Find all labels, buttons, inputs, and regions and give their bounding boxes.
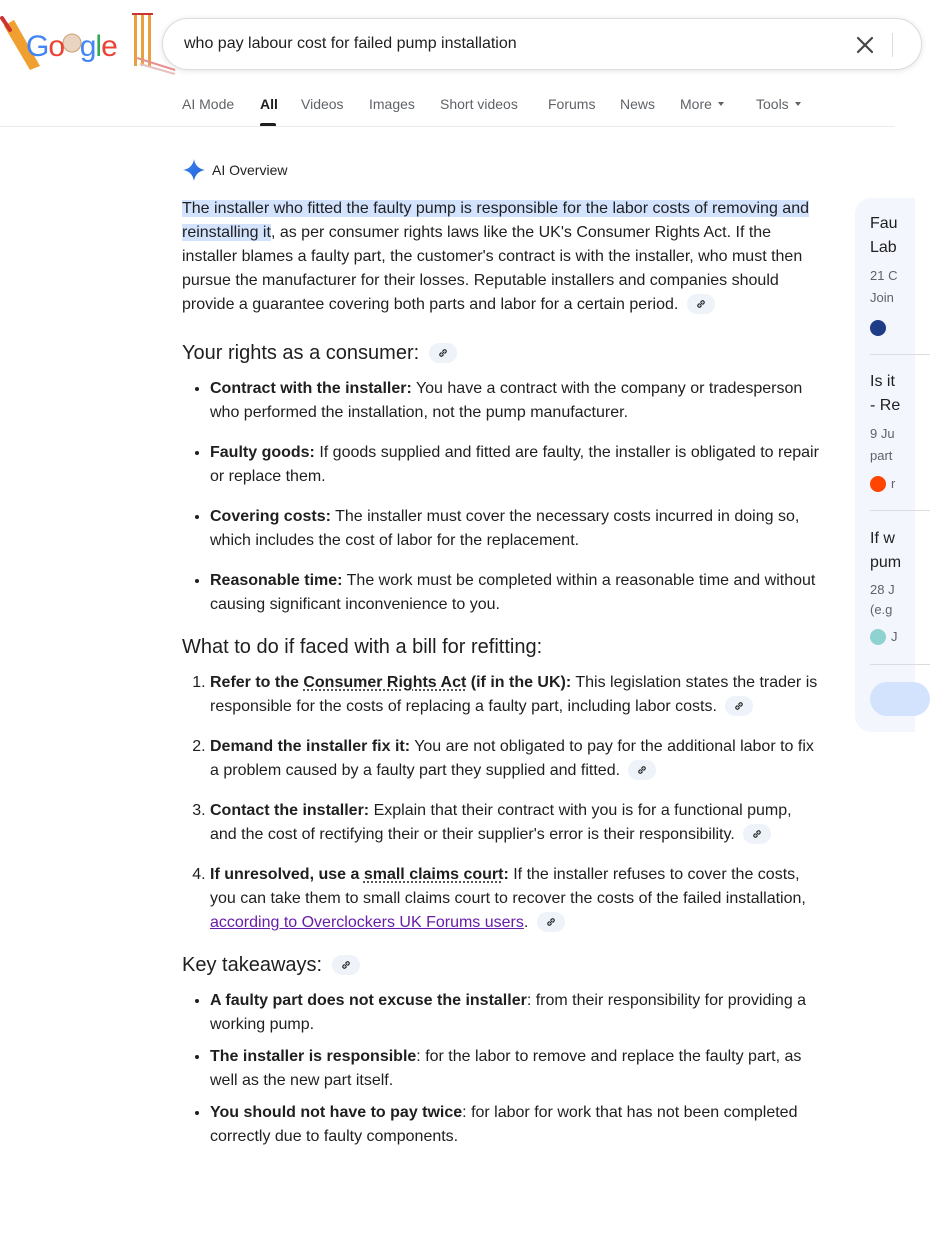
list-item xyxy=(210,735,822,783)
step-bold: Demand the installer fix it: xyxy=(210,738,411,755)
source-favicon-icon xyxy=(870,629,886,645)
list-item xyxy=(210,505,822,553)
list-item xyxy=(210,1101,822,1149)
show-all-sources-button[interactable] xyxy=(870,682,930,716)
tab-short-videos[interactable]: Short videos xyxy=(440,96,518,112)
list-item-bold: You should not have to pay twice xyxy=(210,1104,463,1121)
list-item-text: If goods supplied and fitted are faulty, the installer is obligated to repair or replace them. xyxy=(210,444,819,485)
link-icon xyxy=(636,764,648,776)
step-bold xyxy=(210,866,509,883)
list-item-text: The work must be completed within a reasonable time and without causing significant inconvenience to you. xyxy=(210,572,816,613)
consumer-rights-act-link[interactable]: Consumer Rights Act xyxy=(303,674,467,691)
list-item-bold: Faulty goods: xyxy=(210,444,315,461)
tab-more[interactable] xyxy=(680,96,724,112)
step-text-end: . xyxy=(523,914,529,931)
list-item-bold: Contract with the installer: xyxy=(210,380,412,397)
search-divider xyxy=(892,33,893,57)
step-text: You are not obligated to pay for the additional labor to fix a problem caused by a faulty part they supplied and fitted. xyxy=(210,738,814,779)
rights-list xyxy=(182,377,822,617)
list-item xyxy=(210,441,822,489)
source-date: 28 J xyxy=(870,582,895,597)
source-date: 21 C xyxy=(870,268,898,283)
list-item-text: The installer must cover the necessary costs incurred in doing so, which includes the cost of labor for the replacement. xyxy=(210,508,800,549)
list-item-bold: Reasonable time: xyxy=(210,572,343,589)
source-separator xyxy=(870,664,930,665)
small-claims-court-link[interactable]: small claims court xyxy=(363,866,504,883)
source-link-button[interactable] xyxy=(429,343,457,363)
list-item-bold: Covering costs: xyxy=(210,508,331,525)
google-logo[interactable] xyxy=(0,8,175,74)
source-favicon-icon xyxy=(870,320,886,336)
step-bold-text: Refer to the xyxy=(210,674,304,691)
list-item xyxy=(210,1045,822,1093)
ai-overview-label: AI Overview xyxy=(212,162,288,178)
chevron-down-icon xyxy=(795,102,801,106)
search-box[interactable] xyxy=(162,18,922,70)
list-item xyxy=(210,863,822,935)
list-item-text: : for the labor to remove and replace the faulty part, as well as the new part itself. xyxy=(210,1048,802,1089)
sources-panel xyxy=(855,198,915,732)
clear-search-button[interactable] xyxy=(853,33,877,57)
active-tab-indicator xyxy=(260,123,276,126)
step-bold xyxy=(210,674,571,691)
reddit-favicon-icon xyxy=(870,476,886,492)
source-date: 9 Ju xyxy=(870,426,895,441)
list-item-text: You have a contract with the company or tradesperson who performed the installation, not the pump manufacturer. xyxy=(210,380,803,421)
list-item xyxy=(210,569,822,617)
step-text: If the installer refuses to cover the costs, you can take them to small claims court to recover the costs of the failed installation, xyxy=(210,866,806,907)
takeaways-heading-text: Key takeaways: xyxy=(182,954,323,976)
source-separator xyxy=(870,354,930,355)
highlighted-answer: The installer who fitted the faulty pump is responsible for the labor costs of removing and reinstalling it xyxy=(182,200,809,241)
source-snippet: part xyxy=(870,448,893,463)
link-icon xyxy=(733,700,745,712)
source-title-line[interactable]: Fau xyxy=(870,215,898,232)
rights-heading xyxy=(182,339,822,367)
tab-all[interactable]: All xyxy=(260,96,278,112)
tab-tools-label: Tools xyxy=(756,96,789,112)
ai-overview-header xyxy=(182,158,287,182)
link-icon xyxy=(545,916,557,928)
takeaways-list xyxy=(182,989,822,1149)
source-title-line[interactable]: If w xyxy=(870,530,895,547)
source-link-button[interactable] xyxy=(687,294,715,314)
link-icon xyxy=(695,298,707,310)
link-icon xyxy=(751,828,763,840)
tab-tools[interactable] xyxy=(756,96,801,112)
step-bold-text: : xyxy=(503,866,509,883)
source-site-name: r xyxy=(891,476,896,491)
step-text: This legislation states the trader is responsible for the costs of replacing a faulty part, including labor costs. xyxy=(210,674,818,715)
tab-videos[interactable]: Videos xyxy=(301,96,344,112)
source-snippet: Join xyxy=(870,290,894,305)
list-item xyxy=(210,799,822,847)
tab-forums[interactable]: Forums xyxy=(548,96,596,112)
source-title-line[interactable]: Is it xyxy=(870,373,895,390)
chevron-down-icon xyxy=(718,102,724,106)
source-site-name: J xyxy=(891,629,898,644)
step-bold: Contact the installer: xyxy=(210,802,370,819)
intro-paragraph xyxy=(182,197,822,317)
tab-more-label: More xyxy=(680,96,712,112)
tab-images[interactable]: Images xyxy=(369,96,415,112)
search-tabs xyxy=(0,92,895,127)
step-bold-text: If unresolved, use a xyxy=(210,866,364,883)
source-title-line[interactable]: Lab xyxy=(870,239,897,256)
link-icon xyxy=(437,347,449,359)
source-snippet: (e.g xyxy=(870,602,893,617)
tab-news[interactable]: News xyxy=(620,96,656,112)
source-link-button[interactable] xyxy=(628,760,656,780)
link-icon xyxy=(340,959,352,971)
tab-ai-mode[interactable]: AI Mode xyxy=(182,96,235,112)
steps-list xyxy=(182,671,822,935)
sparkle-icon xyxy=(182,158,206,182)
source-separator xyxy=(870,510,930,511)
header xyxy=(0,0,895,92)
step-bold-text: (if in the UK): xyxy=(466,674,572,691)
list-item xyxy=(210,377,822,425)
step-text: Explain that their contract with you is for a functional pump, and the cost of rectifying their or their supplier's error is their responsibility. xyxy=(210,802,792,843)
source-link-button[interactable] xyxy=(725,696,753,716)
search-input[interactable]: who pay labour cost for failed pump installation xyxy=(184,35,517,52)
list-item-bold: The installer is responsible xyxy=(210,1048,417,1065)
list-item-text: : for labor for work that has not been completed correctly due to faulty components. xyxy=(210,1104,798,1145)
list-item xyxy=(210,989,822,1037)
close-icon xyxy=(856,36,874,54)
ai-overview-content xyxy=(182,197,822,1157)
bill-heading: What to do if faced with a bill for refitting: xyxy=(182,636,543,658)
source-link-button[interactable] xyxy=(332,955,360,975)
list-item-text: : from their responsibility for providing a working pump. xyxy=(210,992,807,1033)
rights-heading-text: Your rights as a consumer: xyxy=(182,342,420,364)
source-link-button[interactable] xyxy=(537,912,565,932)
takeaways-heading xyxy=(182,951,822,979)
source-title-line[interactable]: pum xyxy=(870,554,902,571)
overclockers-forum-link[interactable]: according to Overclockers UK Forums users xyxy=(210,914,524,931)
list-item xyxy=(210,671,822,719)
intro-text: , as per consumer rights laws like the UK's Consumer Rights Act. If the installer blames a faulty part, the customer's contract is with the installer, who must then pursue the manufacturer for their losses. Reputable installers and companies should provide a guarantee covering both parts and labor for a certain period. xyxy=(182,224,803,313)
source-link-button[interactable] xyxy=(743,824,771,844)
source-title-line[interactable]: - Re xyxy=(870,397,901,414)
list-item-bold: A faulty part does not excuse the installer xyxy=(210,992,527,1009)
logo-wordmark: Go gle xyxy=(26,30,117,63)
